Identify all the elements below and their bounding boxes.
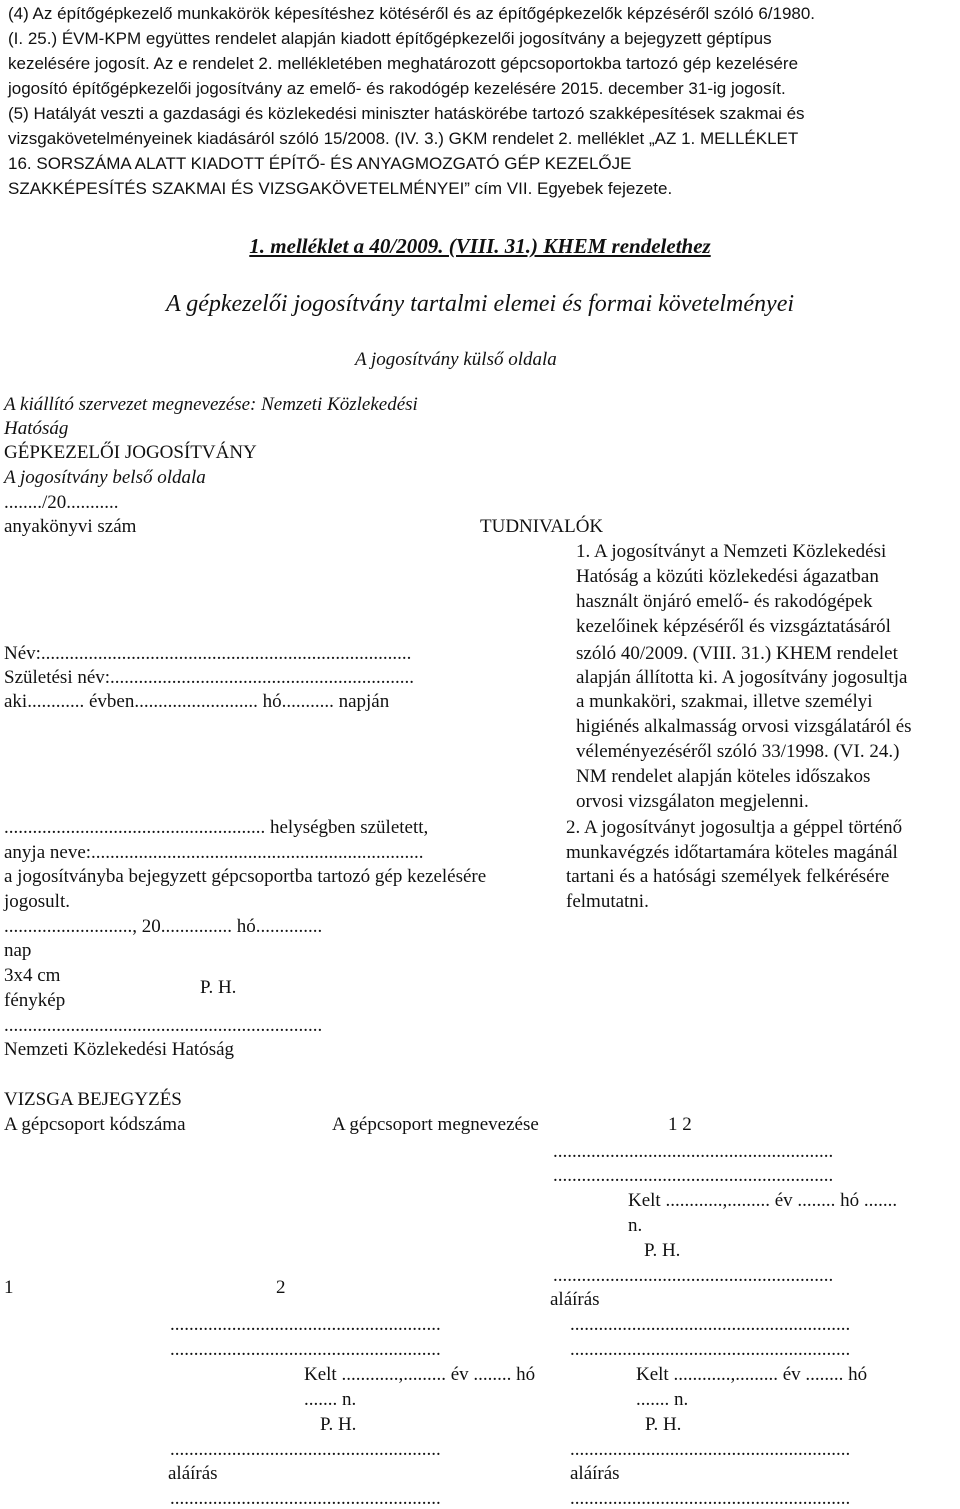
info-item-1-line-1: 1. A jogosítványt a Nemzeti Közlekedési: [576, 541, 887, 562]
paragraph-4-line-1: (4) Az építőgépkezelő munkakörök képesítéshez kötéséről és az építőgépkezelők képzéséről szóló 6/1980.: [8, 4, 816, 23]
paragraph-4-line-4: jogosító építőgépkezelői jogosítvány az emelő- és rakodógép kezelésére 2015. december 31-ig jogosít.: [8, 79, 786, 98]
left-block-signature: aláírás: [168, 1463, 218, 1484]
top-block-dots-3: ...........................................................: [553, 1265, 834, 1286]
paragraph-5-line-2: vizsgakövetelményeinek kiadásáról szóló 15/2008. (IV. 3.) GKM rendelet 2. melléklet „AZ 1. MELLÉKLET: [8, 129, 799, 148]
top-block-dots-1: ...........................................................: [553, 1141, 834, 1162]
exam-heading: VIZSGA BEJEGYZÉS: [4, 1089, 182, 1110]
right-block-day: ....... n.: [636, 1389, 689, 1410]
info-item-1-line-9: véleményezéséről szóló 33/1998. (VI. 24.): [576, 741, 900, 762]
birth-name-line: Születési név:................................................................: [4, 667, 415, 688]
paragraph-4-line-2: (I. 25.) ÉVM-KPM együttes rendelet alapján kiadott építőgépkezelői jogosítvány a bejegyzett géptípus: [8, 29, 772, 48]
paragraph-5-line-1: (5) Hatályát veszti a gazdasági és közlekedési miniszter hatáskörébe tartozó szakképesítések szakmai és: [8, 104, 805, 123]
paragraph-5-line-4: SZAKKÉPESÍTÉS SZAKMAI ÉS VIZSGAKÖVETELMÉNYEI” cím VII. Egyebek fejezete.: [8, 179, 673, 198]
info-item-1-line-11: orvosi vizsgálaton megjelenni.: [576, 791, 809, 812]
top-block-stamp: P. H.: [644, 1240, 681, 1261]
paragraph-5-line-3: 16. SORSZÁMA ALATT KIADOTT ÉPÍTŐ- ÉS ANYAGMOZGATÓ GÉP KEZELŐJE: [8, 154, 632, 173]
top-block-kelt: Kelt ............,......... év ........ hó .......: [628, 1190, 898, 1211]
col-numbers: 1 2: [668, 1114, 692, 1135]
top-block-day: n.: [628, 1215, 643, 1236]
photo-label: fénykép: [4, 990, 66, 1011]
number-line: ......../20...........: [4, 492, 119, 513]
info-item-1-line-7: a munkaköri, szakmai, illetve személyi: [576, 691, 873, 712]
info-item-2-line-4: felmutatni.: [566, 891, 649, 912]
right-block-dots-2: ...........................................................: [570, 1339, 851, 1360]
paragraph-4-line-3: kezelésére jogosít. Az e rendelet 2. mellékletében meghatározott gépcsoportokba tartozó gép kezelésére: [8, 54, 799, 73]
info-item-2-line-1: 2. A jogosítványt jogosultja a géppel történő: [566, 817, 903, 838]
left-block-dots-4: .........................................................: [170, 1488, 441, 1509]
license-title: GÉPKEZELŐI JOGOSÍTVÁNY: [4, 442, 257, 463]
date-line: ..........................., 20............... hó..............: [4, 916, 323, 937]
info-item-1-line-8: higiénés alkalmasság orvosi vizsgálatáról és: [576, 716, 912, 737]
stamp-placeholder: P. H.: [200, 977, 237, 998]
signature-dots: ...................................................................: [4, 1015, 323, 1036]
issuer-line-1: A kiállító szervezet megnevezése: Nemzeti Közlekedési: [4, 394, 418, 415]
col-group-code: A gépcsoport kódszáma: [4, 1114, 186, 1135]
row-number-1: 1: [4, 1277, 14, 1298]
right-block-dots-1: ...........................................................: [570, 1314, 851, 1335]
info-item-1-line-4: kezelőinek képzéséről és vizsgáztatásáról: [576, 616, 891, 637]
authority-name: Nemzeti Közlekedési Hatóság: [4, 1039, 235, 1060]
top-block-dots-2: ...........................................................: [553, 1165, 834, 1186]
day-label: nap: [4, 940, 32, 961]
info-heading: TUDNIVALÓK: [480, 516, 604, 537]
info-item-1-line-2: Hatóság a közúti közlekedési ágazatban: [576, 566, 879, 587]
info-item-2-line-2: munkavégzés időtartamára köteles magánál: [566, 842, 898, 863]
annex-subtitle: A gépkezelői jogosítvány tartalmi elemei és formai követelményei: [165, 291, 795, 317]
right-block-dots-3: ...........................................................: [570, 1439, 851, 1460]
right-block-kelt: Kelt ............,......... év ........ hó: [636, 1364, 868, 1385]
outer-side-label: A jogosítvány külső oldala: [355, 349, 557, 370]
name-line: Név:..............................................................................: [4, 643, 412, 664]
right-block-dots-4: ...........................................................: [570, 1488, 851, 1509]
entitled-line-1: a jogosítványba bejegyzett gépcsoportba tartozó gép kezelésére: [4, 866, 487, 887]
left-block-dots-2: .........................................................: [170, 1339, 441, 1360]
col-group-name: A gépcsoport megnevezése: [332, 1114, 539, 1135]
photo-size-label: 3x4 cm: [4, 965, 61, 986]
registry-label: anyakönyvi szám: [4, 516, 137, 537]
left-block-kelt: Kelt ............,......... év ........ hó: [304, 1364, 536, 1385]
info-item-1-line-6: alapján állította ki. A jogosítvány jogosultja: [576, 667, 908, 688]
birthplace-line: ....................................................... helységben született,: [4, 817, 429, 838]
row-number-2: 2: [276, 1277, 286, 1298]
left-block-dots-3: .........................................................: [170, 1439, 441, 1460]
entitled-line-2: jogosult.: [4, 891, 70, 912]
left-block-day: ....... n.: [304, 1389, 357, 1410]
left-block-stamp: P. H.: [320, 1414, 357, 1435]
mother-line: anyja neve:......................................................................: [4, 842, 424, 863]
top-block-signature: aláírás: [550, 1289, 600, 1310]
inner-side-label: A jogosítvány belső oldala: [4, 467, 206, 488]
left-block-dots-1: .........................................................: [170, 1314, 441, 1335]
right-block-stamp: P. H.: [645, 1414, 682, 1435]
info-item-1-line-10: NM rendelet alapján köteles időszakos: [576, 766, 871, 787]
info-item-2-line-3: tartani és a hatósági személyek felkérésére: [566, 866, 890, 887]
info-item-1-line-3: használt önjáró emelő- és rakodógépek: [576, 591, 873, 612]
issuer-line-2: Hatóság: [4, 418, 69, 439]
right-block-signature: aláírás: [570, 1463, 620, 1484]
who-line: aki............ évben.......................... hó........... napján: [4, 691, 390, 712]
info-item-1-line-5: szóló 40/2009. (VIII. 31.) KHEM rendelet: [576, 643, 898, 664]
annex-title: 1. melléklet a 40/2009. (VIII. 31.) KHEM rendelethez: [249, 234, 711, 258]
